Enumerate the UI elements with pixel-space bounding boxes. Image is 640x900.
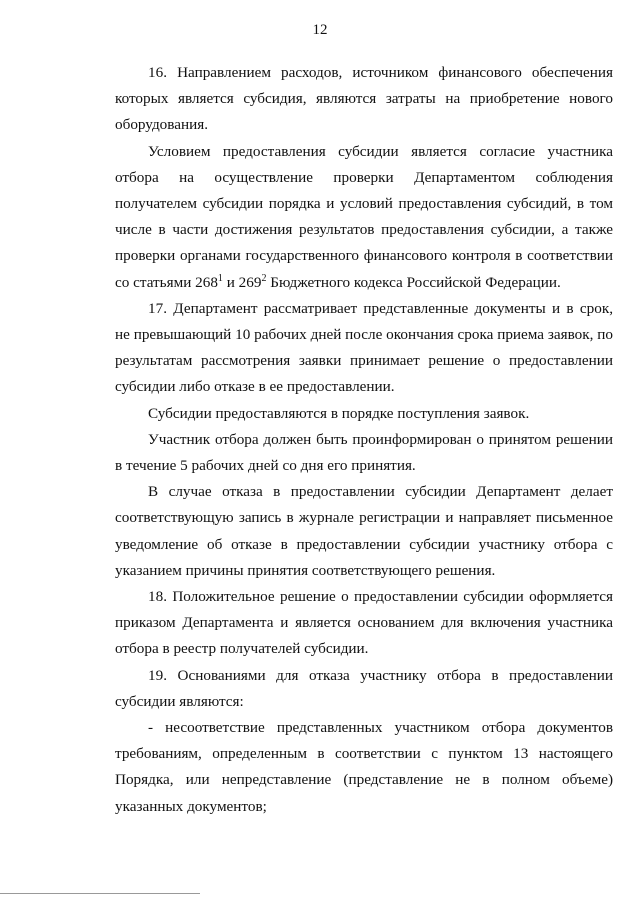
page-number: 12 <box>312 22 328 38</box>
citation-rest: Бюджетного кодекса Российской Федерации. <box>266 273 561 291</box>
paragraph-subsidy-condition <box>115 139 613 296</box>
paragraph-order-of-receipt: Субсидии предоставляются в порядке поступления заявок. <box>148 404 530 422</box>
article-268-superscript: 1 <box>217 272 223 284</box>
paragraph-17: 17. Департамент рассматривает представленные документы и в срок, не превышающий 10 рабочих дней после окончания срока приема заявок, по результатам рассмотрения заявки принимает решение о предоставлении субсидии либо отказе в ее предоставлении. <box>115 299 613 396</box>
paragraph-16: 16. Направлением расходов, источником финансового обеспечения которых является субсидия, являются затраты на приобретение нового оборудования. <box>115 64 613 134</box>
subsidy-condition-text: Условием предоставления субсидии является согласие участника отбора на осуществление проверки Департаментом соблюдения получателем субсидии порядка и условий предоставления субсидий, в том числе в части достижения результатов предоставления субсидии, а также проверки органами государственного финансового контроля в соответствии со статьями <box>115 142 613 291</box>
paragraph-notification: Участник отбора должен быть проинформирован о принятом решении в течение 5 рабочих дней со дня его принятия. <box>115 430 613 475</box>
bottom-divider <box>0 893 200 894</box>
paragraph-19: 19. Основаниями для отказа участнику отбора в предоставлении субсидии являются: <box>115 666 613 710</box>
document-body <box>115 60 613 820</box>
article-269-superscript: 2 <box>261 272 267 284</box>
paragraph-19-item-1: - несоответствие представленных участником отбора документов требованиям, определенным в соответствии с пунктом 13 настоящего Порядка, или непредставление (представление не в полном объеме) указанных документов; <box>115 719 613 815</box>
paragraph-refusal: В случае отказа в предоставлении субсидии Департамент делает соответствующую запись в журнале регистрации и направляет письменное уведомление об отказе в предоставлении субсидии участнику отбора с указанием причины принятия соответствующего решения. <box>115 483 613 579</box>
citation-and: и <box>222 273 239 291</box>
article-268: 268 <box>195 273 218 291</box>
paragraph-18: 18. Положительное решение о предоставлении субсидии оформляется приказом Департамента и является основанием для включения участника отбора в реестр получателей субсидии. <box>115 588 613 658</box>
article-269: 269 <box>238 273 262 291</box>
